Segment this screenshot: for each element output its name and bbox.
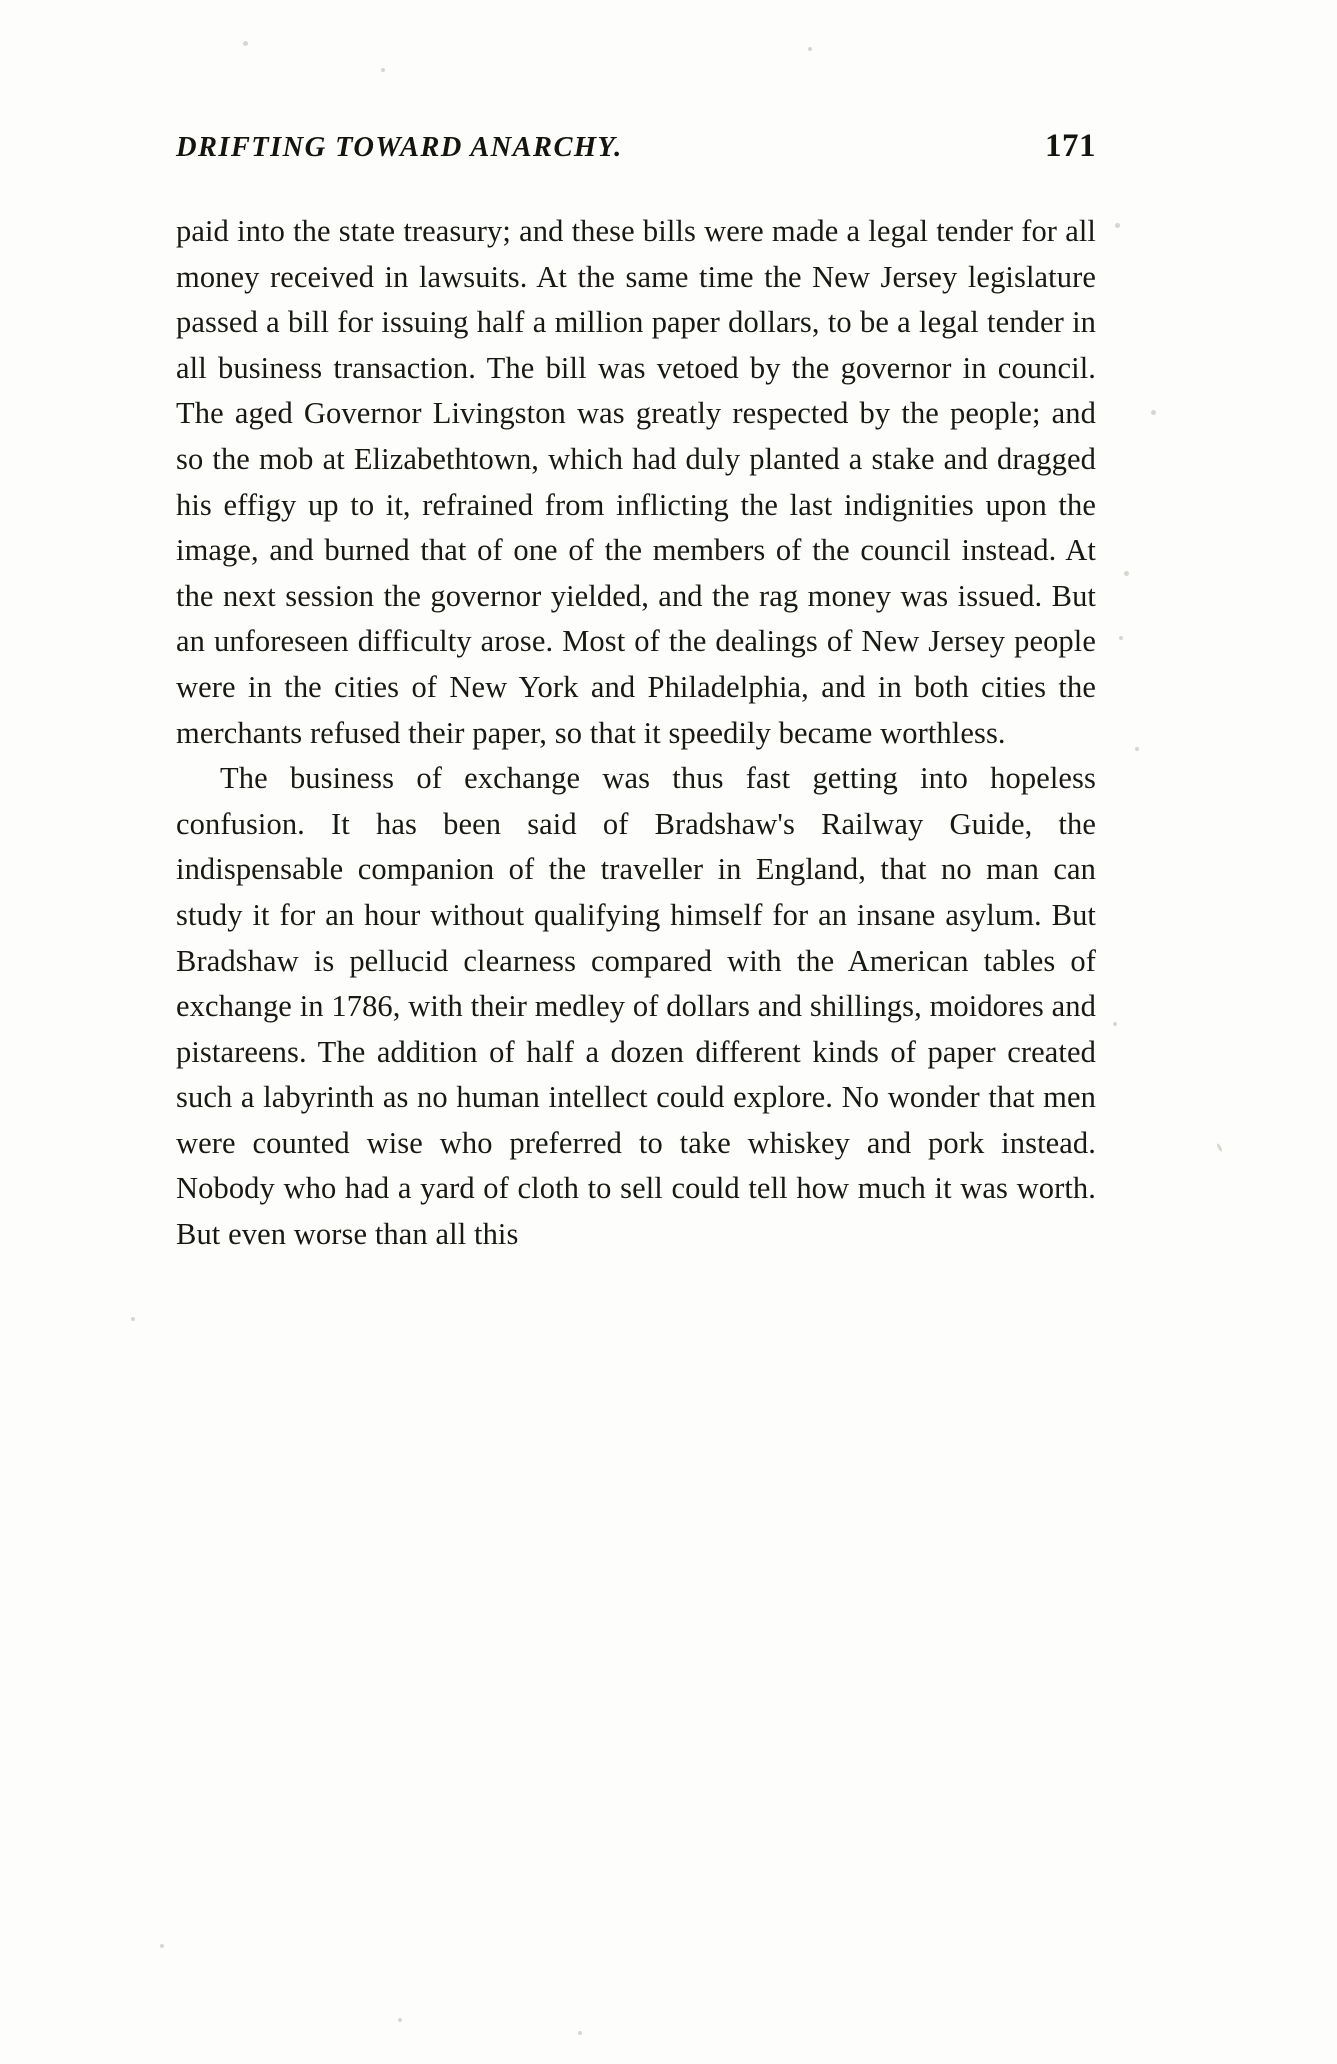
page-speckle (1151, 410, 1156, 415)
running-head-title: DRIFTING TOWARD ANARCHY. (176, 132, 623, 163)
paragraph: The business of exchange was thus fast getting into hopeless confusion. It has been said of Bradshaw's Railway Guide, the indispensable companion of the traveller in England, that no man can study it for an hour without qualifying himself for an insane asylum. But Bradshaw is pellucid clearness compared with the American tables of exchange in 1786, with their medley of dollars and shillings, moidores and pistareens. The addition of half a dozen different kinds of paper created such a labyrinth as no human intellect could explore. No wonder that men were counted wise who preferred to take whiskey and pork instead. Nobody who had a yard of cloth to sell could tell how much it was worth. But even worse than all this (176, 761, 1096, 1252)
paragraph: paid into the state treasury; and these bills were made a legal tender for all money received in lawsuits. At the same time the New Jersey legislature passed a bill for issuing half a million paper dollars, to be a legal tender in all business transaction. The bill was vetoed by the governor in council. The aged Governor Livingston was greatly respected by the people; and so the mob at Elizabethtown, which had duly planted a stake and dragged his effigy up to it, refrained from inflicting the last indignities upon the image, and burned that of one of the members of the council instead. At the next session the governor yielded, and the rag money was issued. But an unforeseen difficulty arose. Most of the dealings of New Jersey people were in the cities of New York and Philadelphia, and in both cities the merchants refused their paper, so that it speedily became worthless. (176, 214, 1096, 750)
page-speckle (1113, 1022, 1117, 1026)
page-speckle (131, 1317, 135, 1321)
running-head (176, 128, 1096, 165)
body-text (176, 209, 1096, 1258)
page-speckle (243, 41, 248, 46)
page-speckle (398, 2018, 402, 2022)
page-speckle (1124, 571, 1129, 576)
page-speckle (381, 68, 385, 72)
page-speckle (1135, 747, 1139, 751)
page-speckle (808, 47, 812, 51)
page-speckle (1115, 223, 1120, 228)
page-speckle (578, 2031, 582, 2035)
page-speckle (160, 1944, 164, 1948)
page-speckle (1119, 636, 1123, 640)
page-content (176, 128, 1096, 1258)
page-speckle (1216, 1143, 1223, 1152)
page-number: 171 (1045, 128, 1096, 164)
